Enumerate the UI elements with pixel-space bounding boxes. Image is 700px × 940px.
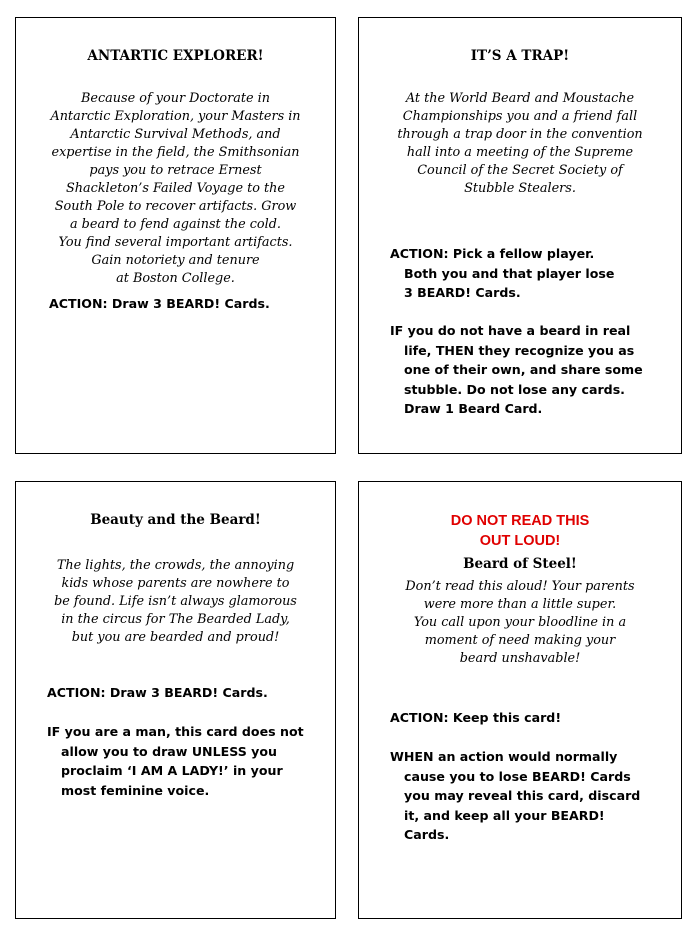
card-flavor-text: Because of your Doctorate in Antarctic Exploration, your Masters in Antarctic Survival Methods, and expertise in the field, the Smithsonian pays you to retrace Ernest Shackleton’s Failed Voyage to the South Pole to recover artifacts. Grow a beard to fend against the cold. You find several important artifacts. Gain notoriety and tenure at Boston College.: [50, 91, 301, 286]
card-flavor-text: The lights, the crowds, the annoying kids whose parents are nowhere to be found. Life isn’t always glamorous in the circus for The Bearded Lady, but you are bearded and proud!: [54, 558, 297, 645]
card-beard-of-steel: [358, 481, 682, 919]
card-flavor-text: Don’t read this aloud! Your parents were more than a little super. You call upon your bloodline in a moment of need making your beard unshavable!: [405, 579, 635, 666]
card-beauty-and-the-beard: [15, 481, 336, 919]
card-condition: WHEN an action would normally cause you to lose BEARD! Cards you may reveal this card, discard it, and keep all your BEARD! Cards.: [390, 749, 641, 842]
card-condition: IF you do not have a beard in real life, THEN they recognize you as one of their own, and share some stubble. Do not lose any cards. Draw 1 Beard Card.: [390, 323, 643, 416]
card-action: ACTION: Draw 3 BEARD! Cards.: [49, 296, 270, 311]
card-title: Beard of Steel!: [463, 556, 577, 572]
card-action: ACTION: Draw 3 BEARD! Cards.: [47, 685, 268, 700]
card-title: Beauty and the Beard!: [90, 512, 261, 528]
card-title: ANTARTIC EXPLORER!: [87, 48, 264, 64]
card-action: ACTION: Pick a fellow player. Both you and that player lose 3 BEARD! Cards.: [390, 246, 615, 300]
card-condition: IF you are a man, this card does not allow you to draw UNLESS you proclaim ‘I AM A LADY!’ in your most feminine voice.: [47, 724, 304, 798]
card-its-a-trap: [358, 17, 682, 454]
card-antarctic-explorer: [15, 17, 336, 454]
card-title: IT’S A TRAP!: [470, 48, 570, 64]
do-not-read-warning: DO NOT READ THIS OUT LOUD!: [450, 513, 590, 549]
card-action: ACTION: Keep this card!: [390, 710, 562, 725]
card-flavor-text: At the World Beard and Moustache Championships you and a friend fall through a trap door in the convention hall into a meeting of the Supreme Council of the Secret Society of Stubble Stealers.: [397, 91, 643, 196]
